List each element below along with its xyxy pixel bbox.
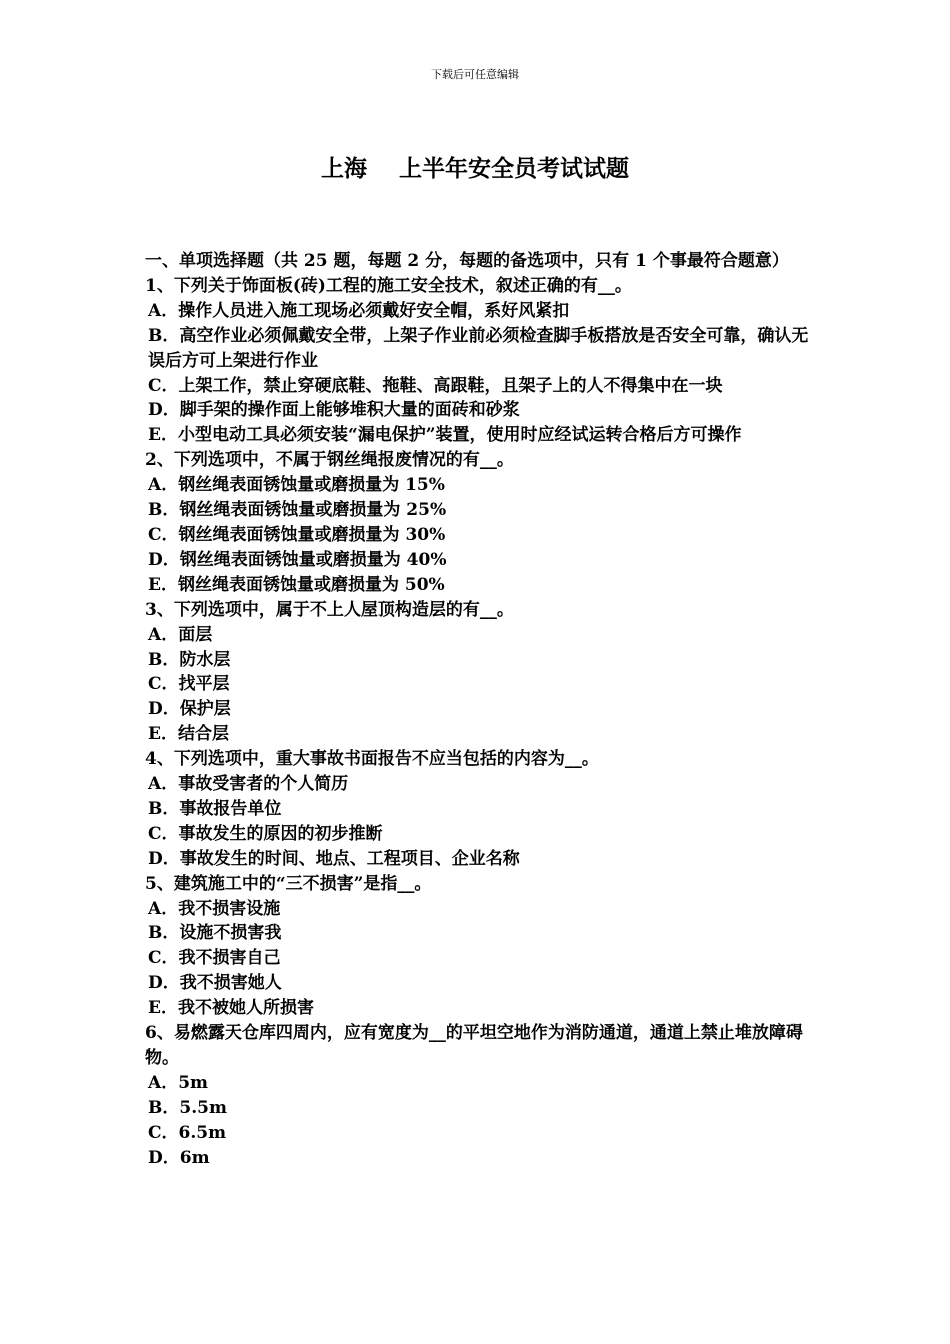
answer-option: C．钢丝绳表面锈蚀量或磨损量为 30% [148,524,446,545]
answer-option: D．事故发生的时间、地点、工程项目、企业名称 [148,848,520,869]
answer-option: C．我不损害自己 [148,948,281,969]
answer-option: E．钢丝绳表面锈蚀量或磨损量为 50% [148,574,445,595]
answer-option: E．小型电动工具必须安装“漏电保护”装置，使用时应经试运转合格后方可操作 [148,425,742,446]
answer-option: A．5m [148,1072,209,1093]
answer-option: B．高空作业必须佩戴安全带，上架子作业前必须检查脚手板搭放是否安全可靠，确认无误后方可上架进行作业 [148,325,809,371]
answer-option: C．6.5m [148,1122,227,1143]
answer-option: A．面层 [148,624,213,645]
answer-option: B．设施不损害我 [148,923,282,944]
question-stem: 1、下列关于饰面板(砖)工程的施工安全技术，叙述正确的有__。 [145,275,632,296]
answer-option: B．事故报告单位 [148,798,282,819]
section-heading: 一、单项选择题（共 25 题，每题 2 分，每题的备选项中，只有 1 个事最符合题意） [145,251,789,271]
answer-option: E．结合层 [148,724,229,745]
answer-option: B．防水层 [148,649,231,670]
answer-option: B．5.5m [148,1097,227,1118]
document-title: 上海 上半年安全员考试试题 [320,155,630,182]
question-stem: 6、易燃露天仓库四周内，应有宽度为__的平坦空地作为消防通道，通道上禁止堆放障碍物。 [145,1023,803,1068]
header-note: 下载后可任意编辑 [431,68,519,81]
answer-option: D．我不损害她人 [148,973,282,994]
answer-option: A．钢丝绳表面锈蚀量或磨损量为 15% [148,475,445,496]
question-stem: 5、建筑施工中的“三不损害”是指__。 [145,873,432,894]
question-stem: 2、下列选项中，不属于钢丝绳报废情况的有__。 [145,450,514,471]
answer-option: E．我不被她人所损害 [148,998,314,1019]
answer-option: D．6m [148,1147,210,1168]
answer-option: C．上架工作，禁止穿硬底鞋、拖鞋、高跟鞋，且架子上的人不得集中在一块 [148,375,723,396]
answer-option: D．保护层 [148,699,231,720]
answer-option: A．操作人员进入施工现场必须戴好安全帽，系好风紧扣 [148,300,570,321]
question-stem: 4、下列选项中，重大事故书面报告不应当包括的内容为__。 [145,749,599,770]
answer-option: D．钢丝绳表面锈蚀量或磨损量为 40% [148,549,447,570]
answer-option: B．钢丝绳表面锈蚀量或磨损量为 25% [148,500,447,521]
question-list [145,249,809,1171]
answer-option: C．找平层 [148,674,230,695]
answer-option: C．事故发生的原因的初步推断 [148,823,383,844]
answer-option: D．脚手架的操作面上能够堆积大量的面砖和砂浆 [148,400,520,421]
question-stem: 3、下列选项中，属于不上人屋顶构造层的有__。 [145,599,514,620]
answer-option: A．事故受害者的个人简历 [148,774,349,795]
answer-option: A．我不损害设施 [148,898,281,919]
